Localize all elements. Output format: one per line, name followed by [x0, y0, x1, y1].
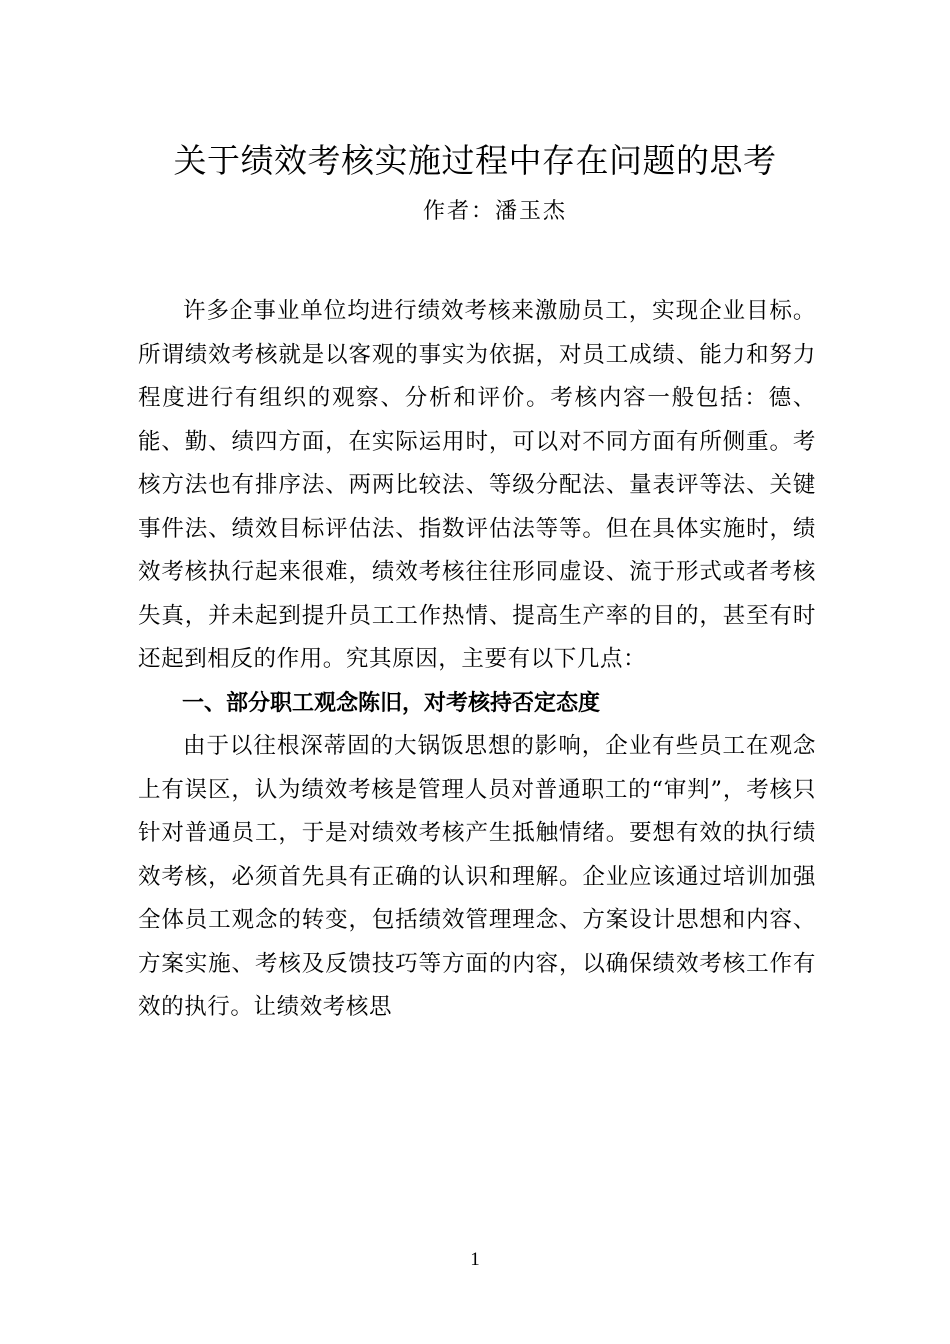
page-number: 1: [470, 1249, 480, 1270]
document-title: 关于绩效考核实施过程中存在问题的思考: [173, 141, 777, 180]
document-body: [138, 290, 816, 1030]
section-heading-1: 一、部分职工观念陈旧，对考核持否定态度: [182, 690, 601, 716]
intro-paragraph: 许多企事业单位均进行绩效考核来激励员工，实现企业目标。所谓绩效考核就是以客观的事实为依据，对员工成绩、能力和努力程度进行有组织的观察、分析和评价。考核内容一般包括：德、能、勤、绩四方面，在实际运用时，可以对不同方面有所侧重。考核方法也有排序法、两两比较法、等级分配法、量表评等法、关键事件法、绩效目标评估法、指数评估法等等。但在具体实施时，绩效考核执行起来很难，绩效考核往往形同虚设、流于形式或者考核失真，并未起到提升员工工作热情、提高生产率的目的，甚至有时还起到相反的作用。究其原因，主要有以下几点：: [138, 298, 816, 672]
author-line: 作者：潘玉杰: [422, 199, 567, 224]
section-paragraph-1: 由于以往根深蒂固的大锅饭思想的影响，企业有些员工在观念上有误区，认为绩效考核是管理人员对普通职工的“审判”，考核只针对普通员工，于是对绩效考核产生抵触情绪。要想有效的执行绩效考核，必须首先具有正确的认识和理解。企业应该通过培训加强全体员工观念的转变，包括绩效管理理念、方案设计思想和内容、方案实施、考核及反馈技巧等方面的内容，以确保绩效考核工作有效的执行。让绩效考核思: [138, 733, 816, 1020]
